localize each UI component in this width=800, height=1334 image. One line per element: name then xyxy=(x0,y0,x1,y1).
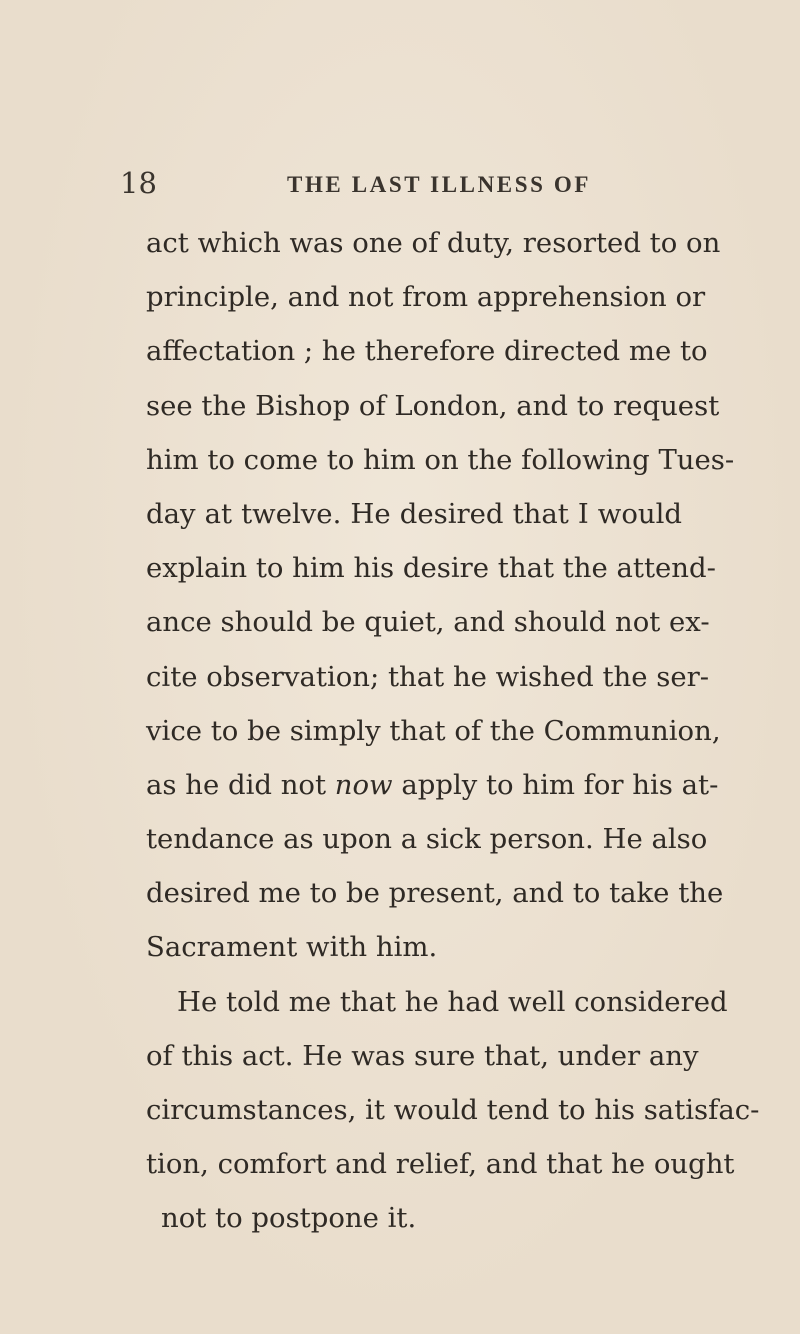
text-line: not to postpone it. xyxy=(161,1202,417,1235)
text-line: Sacrament with him. xyxy=(146,931,438,964)
text-line: explain to him his desire that the attend- xyxy=(146,552,716,585)
running-title: THE LAST ILLNESS OF xyxy=(287,172,591,197)
text-line-with-emphasis xyxy=(146,758,719,812)
text-line: him to come to him on the following Tues- xyxy=(146,443,735,476)
text-line: ance should be quiet, and should not ex- xyxy=(146,606,710,639)
body-text xyxy=(146,216,760,1246)
text-line: see the Bishop of London, and to request xyxy=(146,389,720,422)
text-fragment: as he did not xyxy=(146,768,335,801)
text-line: of this act. He was sure that, under any xyxy=(146,1039,699,1072)
text-line: day at twelve. He desired that I would xyxy=(146,497,682,530)
text-line: principle, and not from apprehension or xyxy=(146,281,706,314)
text-line: tion, comfort and relief, and that he ought xyxy=(146,1148,735,1181)
text-fragment: apply to him for his at- xyxy=(392,768,719,801)
paragraph-start-line: He told me that he had well considered xyxy=(177,985,728,1018)
text-line: cite observation; that he wished the ser- xyxy=(146,660,710,693)
emphasized-word: now xyxy=(334,768,393,801)
text-line: affectation ; he therefore directed me to xyxy=(146,335,708,368)
text-line: tendance as upon a sick person. He also xyxy=(146,823,708,856)
page-number: 18 xyxy=(120,166,157,200)
text-line: vice to be simply that of the Communion, xyxy=(146,714,721,747)
running-head xyxy=(120,163,690,203)
text-line: desired me to be present, and to take the xyxy=(146,877,724,910)
text-line: act which was one of duty, resorted to on xyxy=(146,227,721,259)
text-line: circumstances, it would tend to his satisfac- xyxy=(146,1094,760,1126)
